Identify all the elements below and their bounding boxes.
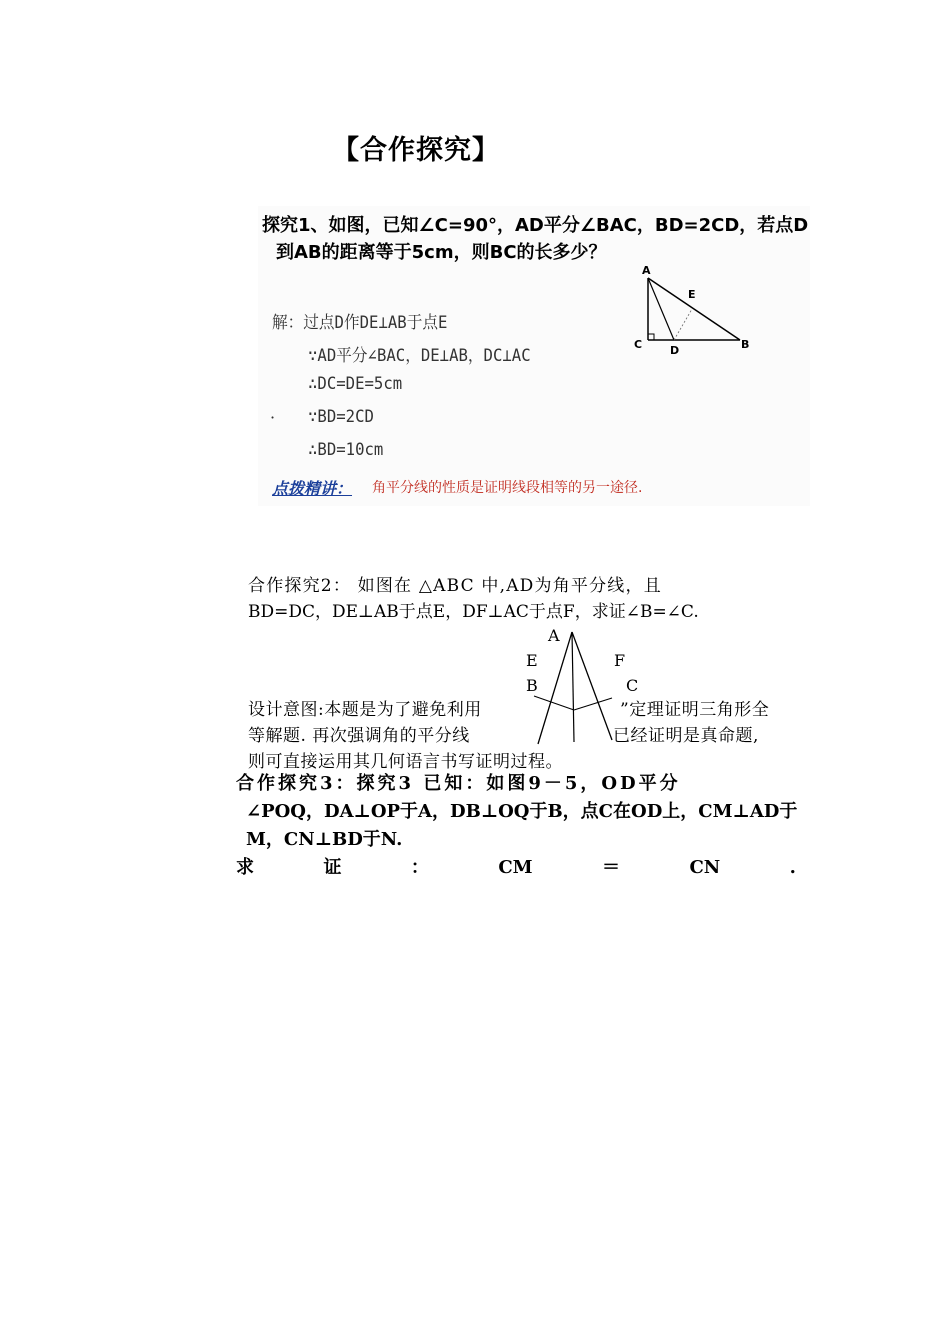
solution-line-5: ∴BD=10cm	[308, 440, 384, 460]
prove-part: 证	[323, 857, 342, 878]
label-B: B	[741, 338, 750, 351]
segment-AD	[572, 632, 574, 742]
prove-part: 求	[236, 857, 254, 878]
fig2-label-B: B	[526, 676, 538, 695]
solution-line-3: ∴DC=DE=5cm	[308, 374, 403, 394]
segment-DF	[574, 698, 612, 710]
design-line2-a: 等解题. 再次强调角的平分线	[248, 726, 470, 746]
solution-line-2: ∵AD平分∠BAC，DE⊥AB，DC⊥AC	[308, 346, 531, 366]
prove-part: ＝	[602, 857, 621, 878]
problem2-line2: BD=DC，DE⊥AB于点E，DF⊥AC于点F，求证∠B=∠C.	[248, 602, 699, 622]
segment-AB	[538, 632, 572, 744]
problem1-line1: 探究1、如图，已知∠C=90°，AD平分∠BAC，BD=2CD，若点D	[262, 215, 809, 236]
label-E: E	[688, 288, 696, 301]
prove-part: ：	[410, 857, 429, 878]
section-title: 【合作探究】	[332, 135, 500, 166]
design-line1-b: ”定理证明三角形全	[620, 700, 770, 720]
problem3-line1: 合作探究3：探究3 已知：如图9－5，OD平分	[236, 773, 681, 794]
fig2-label-E: E	[526, 651, 538, 670]
segment-DE	[674, 309, 692, 340]
fig2-label-F: F	[614, 651, 626, 670]
problem3-line2: ∠POQ，DA⊥OP于A，DB⊥OQ于B，点C在OD上，CM⊥AD于	[246, 801, 798, 822]
right-angle-mark	[648, 334, 654, 340]
design-line1-a: 设计意图:本题是为了避免利用	[248, 700, 482, 720]
tip-label: 点拨精讲：	[272, 479, 353, 498]
label-D: D	[670, 344, 680, 357]
segment-DE	[534, 696, 574, 710]
prove-part: .	[789, 857, 796, 878]
design-line3: 则可直接运用其几何语言书写证明过程。	[248, 752, 563, 772]
problem1-statement	[262, 212, 808, 266]
problem2-statement	[248, 573, 699, 625]
problem3-statement	[236, 770, 797, 882]
label-A: A	[642, 264, 651, 277]
problem3-line3: M，CN⊥BD于N.	[246, 829, 403, 850]
problem2-line1: 合作探究2： 如图在 △ABC 中,AD为角平分线，且	[248, 576, 662, 596]
solution-line-4: ∵BD=2CD	[308, 407, 374, 427]
design-line2-b: 已经证明是真命题,	[613, 726, 759, 746]
prove-line	[236, 854, 796, 882]
tip-text: 角平分线的性质是证明线段相等的另一途径.	[372, 480, 643, 496]
segment-AC	[572, 632, 612, 740]
label-C: C	[634, 338, 643, 351]
stray-dot: ·	[270, 408, 276, 427]
problem1-line2: 到AB的距离等于5cm，则BC的长多少？	[276, 242, 607, 263]
prove-part: CN	[689, 857, 721, 878]
fig2-label-A: A	[548, 626, 560, 645]
figure1-triangle	[628, 262, 758, 362]
solution-line-1: 解：过点D作DE⊥AB于点E	[272, 313, 448, 333]
fig2-label-C: C	[626, 676, 639, 695]
prove-part: CM	[498, 857, 533, 878]
